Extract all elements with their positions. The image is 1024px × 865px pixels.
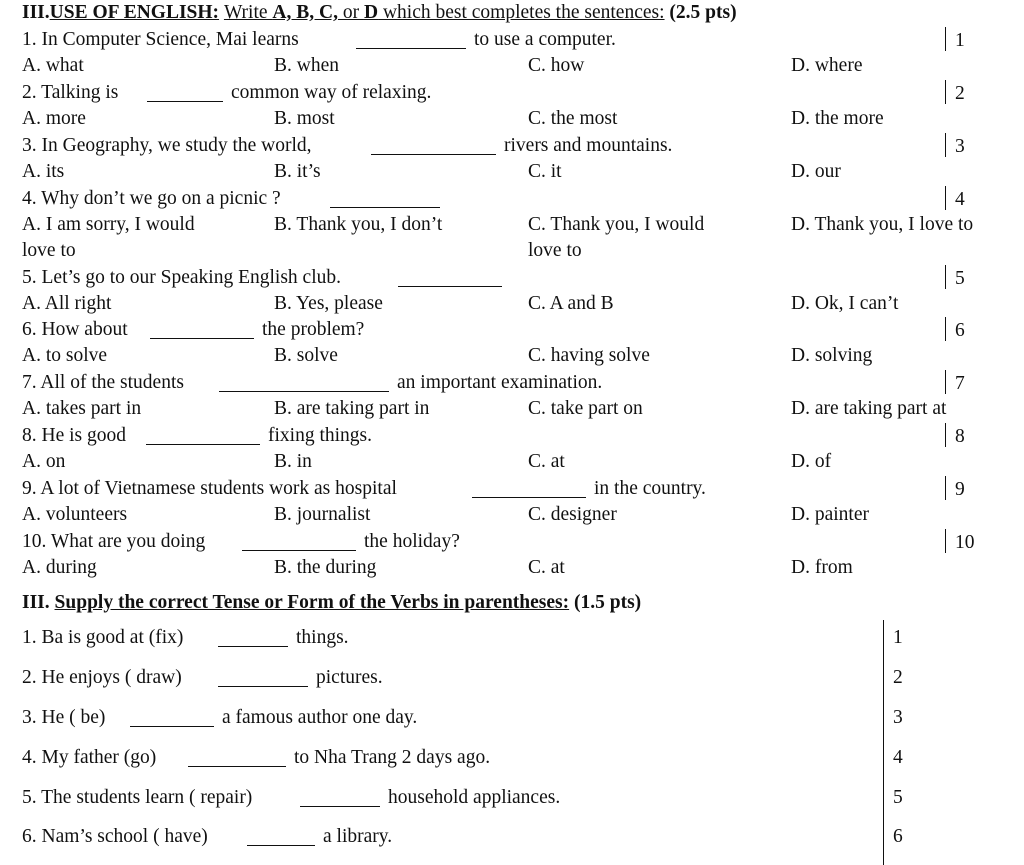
section1-points: (2.5 pts) <box>669 2 737 23</box>
option-b[interactable]: B. journalist <box>274 504 371 525</box>
verb-question-stem: 6. Nam’s school ( have) <box>22 826 208 847</box>
verb-answer-blank[interactable] <box>247 845 315 846</box>
verb-question-stem: 3. He ( be) <box>22 707 106 728</box>
score-number: 7 <box>955 373 965 394</box>
score-number: 6 <box>955 320 965 341</box>
score-divider <box>945 423 946 447</box>
option-a[interactable]: A. what <box>22 55 84 76</box>
section2-score-divider <box>883 620 884 865</box>
answer-blank[interactable] <box>371 154 496 155</box>
option-a[interactable]: A. its <box>22 161 65 182</box>
option-d[interactable]: D. from <box>791 557 853 578</box>
option-a[interactable]: A. I am sorry, I would <box>22 214 195 235</box>
verb-score-number: 2 <box>893 667 903 688</box>
answer-blank[interactable] <box>219 391 389 392</box>
score-number: 4 <box>955 189 965 210</box>
answer-blank[interactable] <box>242 550 356 551</box>
option-b[interactable]: B. it’s <box>274 161 321 182</box>
verb-score-number: 6 <box>893 826 903 847</box>
option-c[interactable]: C. it <box>528 161 562 182</box>
option-d[interactable]: D. painter <box>791 504 869 525</box>
section1-header <box>22 3 737 23</box>
verb-score-number: 5 <box>893 787 903 808</box>
question-stem-end: to use a computer. <box>474 29 616 50</box>
section1-title: USE OF ENGLISH: <box>49 2 220 23</box>
option-d[interactable]: D. solving <box>791 345 873 366</box>
option-c[interactable]: C. at <box>528 451 565 472</box>
question-stem: 3. In Geography, we study the world, <box>22 135 312 156</box>
section1-label: III. <box>22 2 50 23</box>
question-stem-end: the problem? <box>262 319 365 340</box>
option-d[interactable]: D. where <box>791 55 863 76</box>
option-d[interactable]: D. the more <box>791 108 884 129</box>
option-d[interactable]: D. our <box>791 161 841 182</box>
verb-question-end: pictures. <box>316 667 383 688</box>
score-divider <box>945 265 946 289</box>
option-a[interactable]: A. during <box>22 557 97 578</box>
answer-blank[interactable] <box>398 286 502 287</box>
answer-blank[interactable] <box>150 338 254 339</box>
question-stem-end: in the country. <box>594 478 706 499</box>
option-d[interactable]: D. Ok, I can’t <box>791 293 899 314</box>
verb-question-end: to Nha Trang 2 days ago. <box>294 747 491 768</box>
answer-blank[interactable] <box>472 497 586 498</box>
option-d[interactable]: D. Thank you, I love to <box>791 214 974 235</box>
verb-score-number: 1 <box>893 627 903 648</box>
verb-question-stem: 2. He enjoys ( draw) <box>22 667 182 688</box>
option-a[interactable]: A. more <box>22 108 86 129</box>
verb-answer-blank[interactable] <box>218 646 288 647</box>
answer-blank[interactable] <box>146 444 260 445</box>
question-stem-end: the holiday? <box>364 531 460 552</box>
option-b[interactable]: B. Yes, please <box>274 293 383 314</box>
question-stem-end: rivers and mountains. <box>504 135 673 156</box>
verb-score-number: 4 <box>893 747 903 768</box>
question-stem: 1. In Computer Science, Mai learns <box>22 29 299 50</box>
option-b[interactable]: B. Thank you, I don’t <box>274 214 443 235</box>
section2-title: Supply the correct Tense or Form of the Verbs in parentheses: <box>54 592 570 613</box>
option-a[interactable]: A. to solve <box>22 345 108 366</box>
score-divider <box>945 80 946 104</box>
question-stem: 5. Let’s go to our Speaking English club. <box>22 267 342 288</box>
verb-answer-blank[interactable] <box>188 766 286 767</box>
option-d[interactable]: D. of <box>791 451 832 472</box>
option-a[interactable]: A. All right <box>22 293 112 314</box>
option-a[interactable]: A. on <box>22 451 66 472</box>
score-number: 3 <box>955 136 965 157</box>
verb-question-end: a library. <box>323 826 393 847</box>
question-stem: 8. He is good <box>22 425 126 446</box>
score-number: 5 <box>955 268 965 289</box>
answer-blank[interactable] <box>330 207 440 208</box>
verb-answer-blank[interactable] <box>300 806 380 807</box>
verb-question-end: household appliances. <box>388 787 561 808</box>
question-stem: 4. Why don’t we go on a picnic ? <box>22 188 281 209</box>
option-c-continued: love to <box>528 240 582 261</box>
answer-blank[interactable] <box>356 48 466 49</box>
answer-blank[interactable] <box>147 101 223 102</box>
option-a[interactable]: A. volunteers <box>22 504 128 525</box>
option-c[interactable]: C. Thank you, I would <box>528 214 705 235</box>
option-c[interactable]: C. at <box>528 557 565 578</box>
option-c[interactable]: C. the most <box>528 108 618 129</box>
option-b[interactable]: B. most <box>274 108 335 129</box>
option-b[interactable]: B. the during <box>274 557 377 578</box>
question-stem-end: an important examination. <box>397 372 603 393</box>
option-a[interactable]: A. takes part in <box>22 398 142 419</box>
option-c[interactable]: C. having solve <box>528 345 650 366</box>
verb-question-stem: 4. My father (go) <box>22 747 157 768</box>
score-divider <box>945 529 946 553</box>
verb-answer-blank[interactable] <box>130 726 214 727</box>
option-c[interactable]: C. take part on <box>528 398 643 419</box>
verb-question-end: things. <box>296 627 349 648</box>
option-b[interactable]: B. are taking part in <box>274 398 430 419</box>
score-divider <box>945 133 946 157</box>
score-divider <box>945 317 946 341</box>
question-stem-end: fixing things. <box>268 425 373 446</box>
verb-answer-blank[interactable] <box>218 686 308 687</box>
option-b[interactable]: B. in <box>274 451 312 472</box>
score-divider <box>945 370 946 394</box>
verb-question-stem: 1. Ba is good at (fix) <box>22 627 184 648</box>
score-number: 9 <box>955 479 965 500</box>
question-stem: 2. Talking is <box>22 82 119 103</box>
score-divider <box>945 186 946 210</box>
verb-question-stem: 5. The students learn ( repair) <box>22 787 253 808</box>
question-stem-end: common way of relaxing. <box>231 82 432 103</box>
score-number: 10 <box>955 532 975 553</box>
section2-label: III. <box>22 592 50 613</box>
score-number: 2 <box>955 83 965 104</box>
score-divider <box>945 27 946 51</box>
question-stem: 10. What are you doing <box>22 531 206 552</box>
option-c[interactable]: C. designer <box>528 504 617 525</box>
option-a-continued: love to <box>22 240 76 261</box>
option-b[interactable]: B. solve <box>274 345 338 366</box>
score-number: 1 <box>955 30 965 51</box>
score-number: 8 <box>955 426 965 447</box>
score-divider <box>945 476 946 500</box>
option-c[interactable]: C. A and B <box>528 293 614 314</box>
question-stem: 6. How about <box>22 319 128 340</box>
section1-instruction: Write A, B, C, or D which best completes the sentences: <box>223 2 665 23</box>
question-stem: 9. A lot of Vietnamese students work as hospital <box>22 478 397 499</box>
question-stem: 7. All of the students <box>22 372 184 393</box>
option-c[interactable]: C. how <box>528 55 585 76</box>
section2-header <box>22 593 641 613</box>
section2-points: (1.5 pts) <box>574 592 642 613</box>
verb-score-number: 3 <box>893 707 903 728</box>
verb-question-end: a famous author one day. <box>222 707 418 728</box>
option-b[interactable]: B. when <box>274 55 339 76</box>
option-d[interactable]: D. are taking part at <box>791 398 947 419</box>
